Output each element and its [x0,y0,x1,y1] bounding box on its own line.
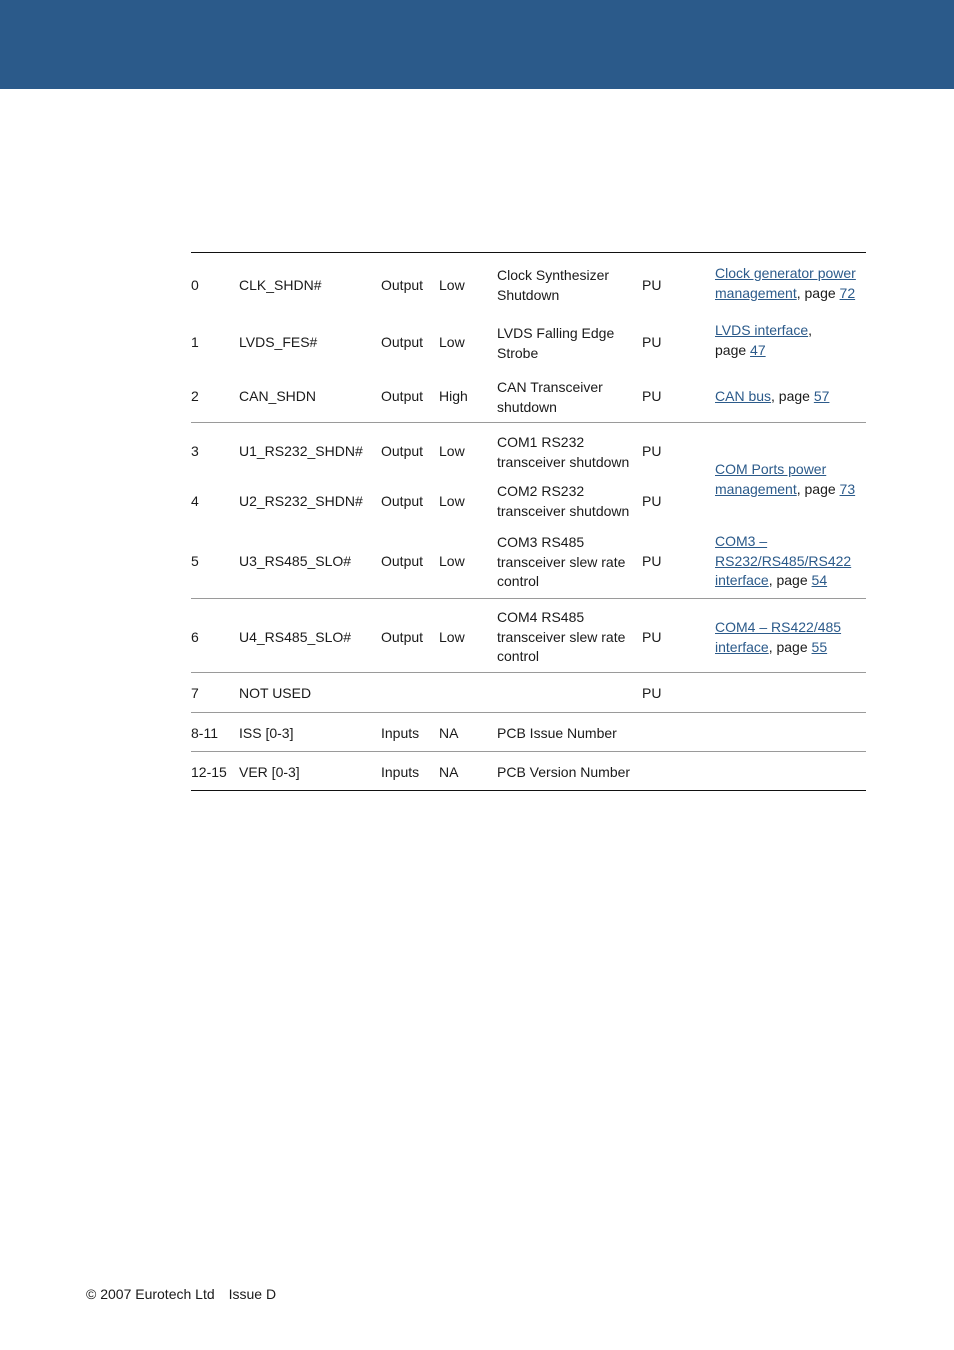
cell-pullup: PU [642,493,662,509]
page-link-73[interactable]: 73 [839,480,856,497]
com4-interface-link-cont[interactable]: interface [715,638,769,655]
page-link-54[interactable]: 54 [811,572,828,588]
lvds-interface-link[interactable]: LVDS interface [715,322,809,338]
cell-direction: Inputs [381,725,420,741]
cell-signal-name: LVDS_FES# [239,334,318,350]
cell-bit: 2 [191,388,199,404]
com-ports-power-link-cont[interactable]: management [715,480,797,497]
cell-bit: 5 [191,553,199,569]
cell-direction: Inputs [381,764,420,780]
cell-active-level: High [439,388,468,404]
cell-bit: 12-15 [191,764,227,780]
cell-signal-name: CLK_SHDN# [239,277,322,293]
com3-interface-link-end[interactable]: interface [715,572,769,588]
cell-description: Clock Synthesizer Shutdown [497,267,610,303]
cell-pullup: PU [642,553,662,569]
cell-signal-name: U2_RS232_SHDN# [239,493,363,509]
cell-bit: 4 [191,493,199,509]
can-bus-link[interactable]: CAN bus [715,388,772,404]
com4-interface-link[interactable]: COM4 – RS422/485 [715,619,842,635]
cell-signal-name: VER [0-3] [239,764,300,780]
cell-active-level: Low [439,334,465,350]
com3-interface-link[interactable]: COM3 – [715,533,768,549]
cell-signal-name: ISS [0-3] [239,725,294,741]
cell-active-level: Low [439,443,465,459]
cell-active-level: Low [439,493,465,509]
cell-direction: Output [381,629,424,645]
cell-description: COM1 RS232 transceiver shutdown [497,434,630,470]
page-footer [86,1286,290,1302]
cell-reference: COM Ports power management, page 73 [715,461,856,497]
table-top-rule [191,252,866,253]
cell-reference: Clock generator power management, page 72 [715,265,856,301]
cell-active-level: Low [439,629,465,645]
cell-pullup: PU [642,629,662,645]
table-bottom-rule [191,790,866,791]
cell-pullup: PU [642,277,662,293]
cell-reference: COM3 – RS232/RS485/RS422 interface, page 54 [715,533,852,588]
cell-direction: Output [381,493,424,509]
cell-direction: Output [381,277,424,293]
page-link-47[interactable]: 47 [750,341,766,358]
cell-active-level: NA [439,764,459,780]
cell-description: COM2 RS232 transceiver shutdown [497,483,630,519]
cell-bit: 1 [191,334,199,350]
row-divider [191,672,866,673]
cell-pullup: PU [642,443,662,459]
cell-signal-name: U3_RS485_SLO# [239,553,352,569]
cell-description: LVDS Falling Edge Strobe [497,325,615,361]
cell-direction: Output [381,443,424,459]
cell-direction: Output [381,334,424,350]
cell-active-level: Low [439,277,465,293]
cell-pullup: PU [642,334,662,350]
copyright-text: © 2007 Eurotech Ltd [86,1286,215,1302]
cell-active-level: NA [439,725,459,741]
cell-bit: 0 [191,277,199,293]
issue-text: Issue D [228,1286,277,1302]
row-divider [191,751,866,752]
cell-reference: CAN bus, page 57 [715,388,830,404]
cell-bit: 7 [191,685,199,701]
cell-bit: 3 [191,443,199,459]
cell-reference: LVDS interface, page 47 [715,322,813,358]
page-link-55[interactable]: 55 [811,638,828,655]
cell-description: PCB Issue Number [497,725,617,741]
cell-pullup: PU [642,685,662,701]
clock-generator-power-link[interactable]: Clock generator power [715,265,856,281]
header-band [0,0,954,89]
cell-active-level: Low [439,553,465,569]
row-divider [191,422,866,423]
cell-pullup: PU [642,388,662,404]
clock-generator-power-link-cont[interactable]: management [715,284,797,301]
cell-signal-name: CAN_SHDN [239,388,317,404]
cell-description: CAN Transceiver shutdown [497,379,603,415]
cell-description: PCB Version Number [497,764,631,780]
cell-signal-name: U1_RS232_SHDN# [239,443,363,459]
cell-signal-name: NOT USED [239,685,312,701]
page-link-57[interactable]: 57 [813,388,830,404]
cell-direction: Output [381,388,424,404]
row-divider [191,598,866,599]
cell-signal-name: U4_RS485_SLO# [239,629,352,645]
cell-reference: COM4 – RS422/485 interface, page 55 [715,619,842,655]
cell-description: COM4 RS485 transceiver slew rate control [497,609,626,664]
com-ports-power-link[interactable]: COM Ports power [715,461,827,477]
cell-direction: Output [381,553,424,569]
page-link-72[interactable]: 72 [839,284,856,301]
cell-description: COM3 RS485 transceiver slew rate control [497,534,626,589]
com3-interface-link-cont[interactable]: RS232/RS485/RS422 [715,552,852,569]
cell-bit: 8-11 [191,725,218,741]
cell-bit: 6 [191,629,199,645]
row-divider [191,712,866,713]
